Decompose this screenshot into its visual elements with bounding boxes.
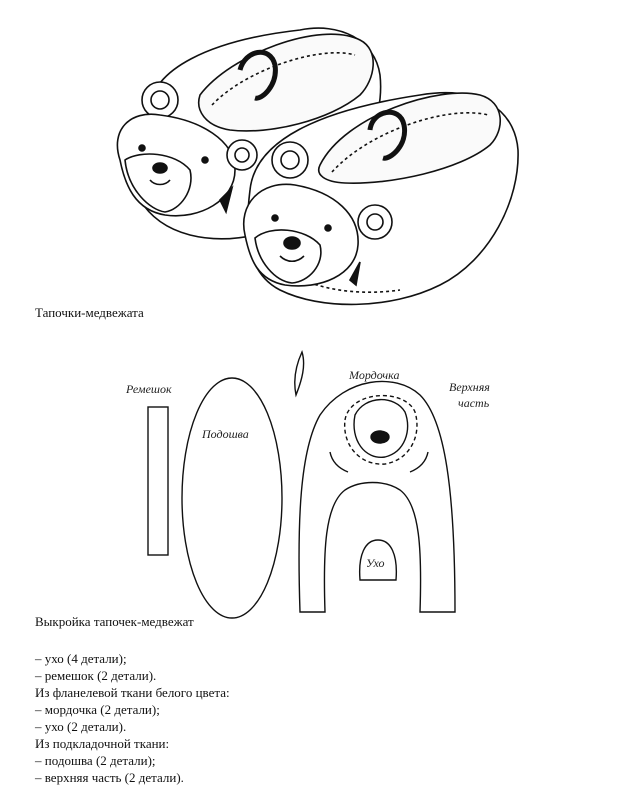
materials-list [35,650,230,786]
label-sole: Подошва [202,427,249,441]
muzzle-piece [354,400,408,458]
materials-line: – ухо (2 детали). [35,719,127,734]
materials-line: – верхняя часть (2 детали). [35,770,184,785]
pattern-caption: Выкройка тапочек-медвежат [35,614,194,629]
materials-line: – подошва (2 детали); [35,753,156,768]
label-strap: Ремешок [126,382,172,396]
label-upper-line2: часть [458,396,490,410]
bear-slippers-illustration [0,0,618,330]
materials-line: Из фланелевой ткани белого цвета: [35,685,230,700]
strap-piece [148,407,168,555]
label-upper-line1: Верхняя [449,380,490,394]
label-muzzle: Мордочка [349,368,400,382]
materials-line: – ремешок (2 детали). [35,668,157,683]
materials-line: – ухо (4 детали); [35,651,127,666]
label-ear: Ухо [366,556,385,570]
pattern-drawing [0,340,618,620]
materials-line: Из подкладочной ткани: [35,736,170,751]
sole-piece [182,378,282,618]
materials-line: – мордочка (2 детали); [35,702,160,717]
illustration-caption: Тапочки-медвежата [35,305,144,320]
